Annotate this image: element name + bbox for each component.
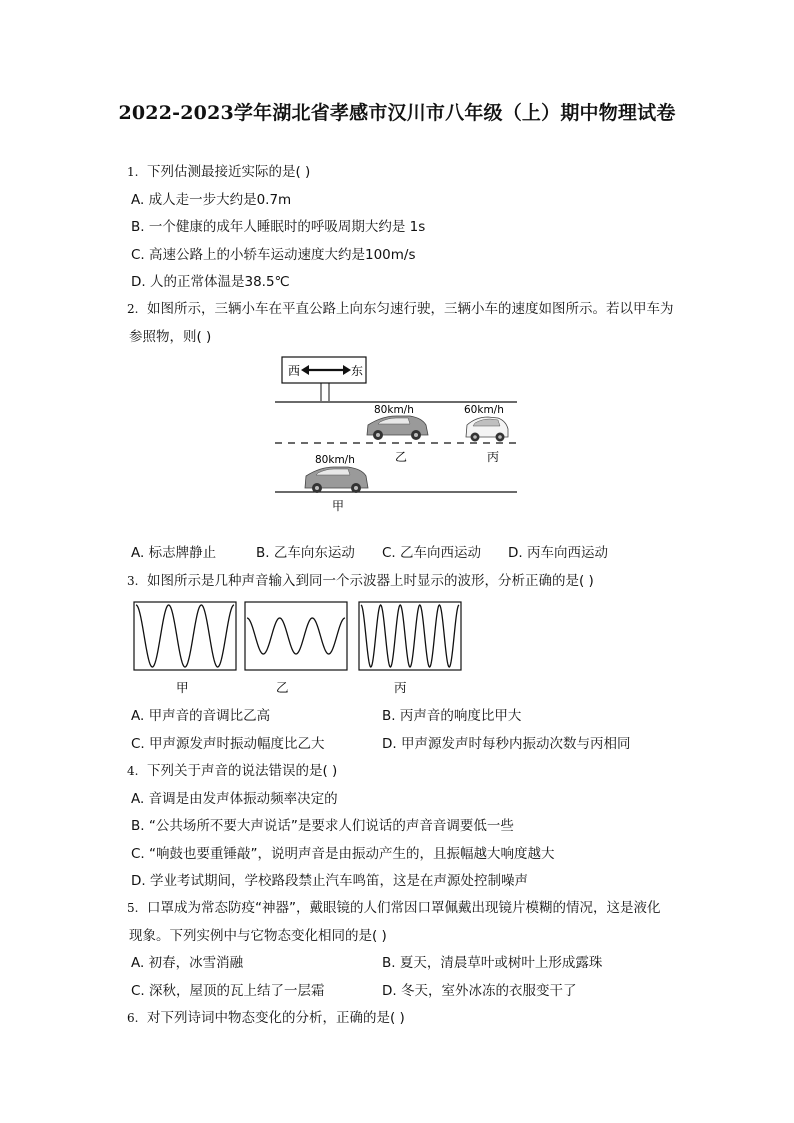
wave-label-bing: 丙 — [394, 680, 407, 695]
q3-option-b: B. 丙声音的响度比甲大 — [382, 708, 522, 724]
q4-option-d: D. 学业考试期间，学校路段禁止汽车鸣笛，这是在声源处控制噪声 — [131, 873, 528, 889]
oscilloscope-frame-bing — [359, 602, 461, 670]
q1-option-d: D. 人的正常体温是38.5℃ — [131, 274, 290, 290]
q1-option-c: C. 高速公路上的小轿车运动速度大约是100m/s — [131, 247, 416, 263]
q1-option-b: B. 一个健康的成年人睡眠时的呼吸周期大约是 1s — [131, 219, 426, 235]
question-number: 2. — [127, 302, 139, 316]
question-number: 1. — [127, 165, 139, 179]
question-6-stem — [127, 1009, 405, 1027]
question-text: 下列估测最接近实际的是( ) — [147, 164, 311, 180]
q5-option-c: C. 深秋，屋顶的瓦上结了一层霜 — [131, 983, 325, 999]
question-5-stem-line2: 现象。下列实例中与它物态变化相同的是( ) — [129, 928, 387, 944]
waveform-bing — [361, 605, 459, 667]
waveform-yi — [247, 618, 345, 654]
q4-option-c: C. “响鼓也要重锤敲”，说明声音是由振动产生的，且振幅越大响度越大 — [131, 846, 555, 862]
car-jia-speed: 80km/h — [315, 454, 355, 466]
car-jia-icon — [305, 467, 368, 493]
wave-label-yi: 乙 — [276, 680, 289, 695]
car-yi-icon — [367, 416, 428, 440]
q2-option-a: A. 标志牌静止 — [131, 545, 217, 561]
question-text: 如图所示是几种声音输入到同一个示波器上时显示的波形，分析正确的是( ) — [147, 573, 594, 589]
sign-east-label: 东 — [351, 364, 364, 378]
question-4-stem — [127, 762, 337, 780]
car-bing-label: 丙 — [487, 450, 500, 464]
page-title: 2022-2023学年湖北省孝感市汉川市八年级（上）期中物理试卷 — [118, 102, 676, 124]
oscilloscope-frame-yi — [245, 602, 347, 670]
car-bing-icon — [466, 417, 508, 442]
q5-option-a: A. 初春，冰雪消融 — [131, 955, 244, 971]
q1-option-a: A. 成人走一步大约是0.7m — [131, 192, 292, 208]
q3-option-c: C. 甲声源发声时振动幅度比乙大 — [131, 736, 325, 752]
question-number: 5. — [127, 901, 139, 915]
question-number: 3. — [127, 574, 139, 588]
question-1-stem — [127, 163, 310, 181]
q5-option-b: B. 夏天，清晨草叶或树叶上形成露珠 — [382, 955, 603, 971]
q5-option-d: D. 冬天，室外冰冻的衣服变干了 — [382, 983, 577, 999]
car-bing-speed: 60km/h — [464, 404, 504, 416]
q3-option-a: A. 甲声音的音调比乙高 — [131, 708, 271, 724]
question-text: 口罩成为常态防疫“神器”，戴眼镜的人们常因口罩佩戴出现镜片模糊的情况，这是液化 — [147, 900, 661, 916]
question-5-stem — [127, 899, 661, 917]
car-yi-speed: 80km/h — [374, 404, 414, 416]
car-jia-label: 甲 — [332, 499, 345, 513]
sign-west-label: 西 — [288, 364, 301, 378]
wave-label-jia: 甲 — [176, 680, 189, 695]
question-number: 6. — [127, 1011, 139, 1025]
question-2-stem — [127, 300, 674, 318]
waveform-jia — [136, 605, 234, 667]
q2-option-c: C. 乙车向西运动 — [382, 545, 482, 561]
q3-option-d: D. 甲声源发声时每秒内振动次数与丙相同 — [382, 736, 631, 752]
question-3-stem — [127, 572, 594, 590]
waveforms-figure — [130, 600, 470, 700]
question-number: 4. — [127, 764, 139, 778]
question-text: 如图所示，三辆小车在平直公路上向东匀速行驶，三辆小车的速度如图所示。若以甲车为 — [147, 301, 674, 317]
q4-option-b: B. “公共场所不要大声说话”是要求人们说话的声音音调要低一些 — [131, 818, 514, 834]
q2-options-row — [131, 544, 608, 562]
question-2-stem-line2: 参照物，则( ) — [129, 329, 212, 345]
cars-diagram — [270, 355, 520, 520]
q4-option-a: A. 音调是由发声体振动频率决定的 — [131, 791, 338, 807]
direction-sign — [282, 357, 366, 401]
q2-option-d: D. 丙车向西运动 — [508, 545, 608, 561]
question-text: 对下列诗词中物态变化的分析，正确的是( ) — [147, 1010, 405, 1026]
question-text: 下列关于声音的说法错误的是( ) — [147, 763, 338, 779]
q2-option-b: B. 乙车向东运动 — [256, 545, 355, 561]
car-yi-label: 乙 — [395, 450, 408, 464]
